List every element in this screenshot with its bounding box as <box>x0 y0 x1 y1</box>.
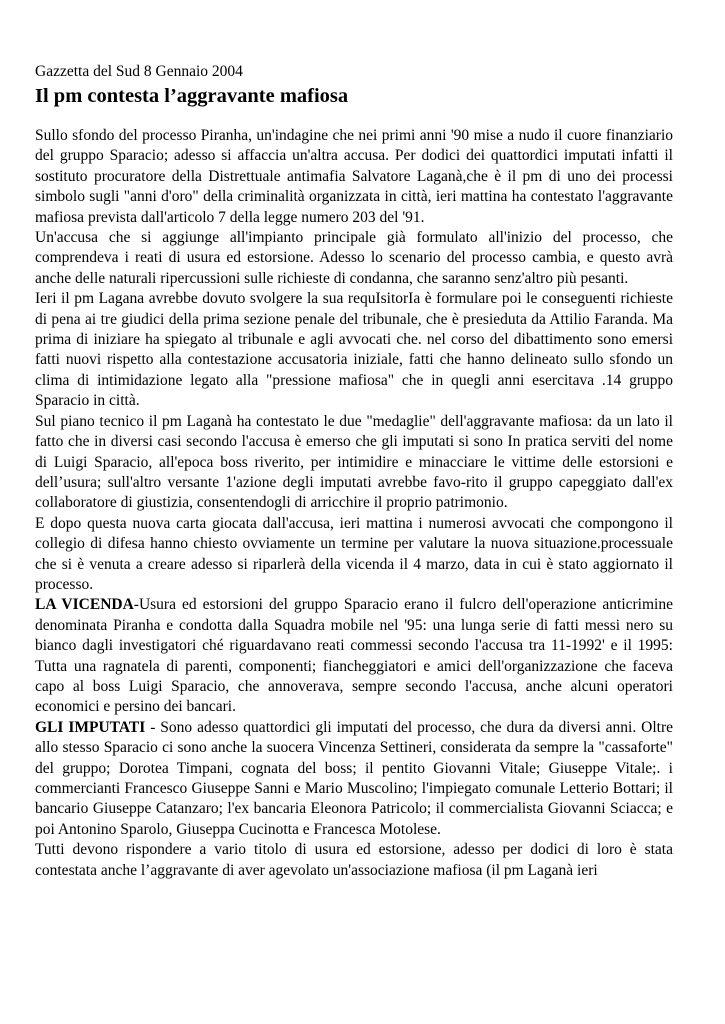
paragraph-text: E dopo questa nuova carta giocata dall'accusa, ieri mattina i numerosi avvocati che compongono il collegio di difesa hanno chiesto ovviamente un termine per valutare la nuova situazione.processuale che si è venuta a creare adesso si riparlerà della vicenda il 4 marzo, data in cui è stato aggiornato il processo. <box>35 514 673 593</box>
article-paragraph-4 <box>35 412 673 514</box>
article-body <box>35 126 673 879</box>
article-page <box>35 62 673 879</box>
paragraph-text: Sul piano tecnico il pm Laganà ha contestato le due "medaglie" dell'aggravante mafiosa: da un lato il fatto che in diversi casi secondo l'accusa è emerso che gli imputati si sono In pratica serviti del nome di Luigi Sparacio, all'epoca boss riverito, per intimidire e minacciare le vittime delle estorsioni e dell’usura; sull'altro versante 1'azione degli imputati avrebbe favo-rito il gruppo capeggiato dall'ex collaboratore di giustizia, consentendogli di arricchire il proprio patrimonio. <box>35 412 673 512</box>
article-paragraph-la-vicenda <box>35 595 673 717</box>
section-lead-gli-imputati: GLI IMPUTATI <box>35 718 146 736</box>
article-headline: Il pm contesta l’aggravante mafiosa <box>35 85 349 107</box>
article-paragraph-last <box>35 840 673 879</box>
article-paragraph-3 <box>35 289 673 411</box>
article-paragraph-gli-imputati <box>35 718 673 840</box>
paragraph-text: Tutti devono rispondere a vario titolo di usura ed estorsione, adesso per dodici di loro è stata contestata anche l’aggravante di aver agevolato un'associazione mafiosa (il pm Laganà ieri <box>35 841 673 879</box>
paragraph-text: -Usura ed estorsioni del gruppo Sparacio erano il fulcro dell'operazione anticrimine denominata Piranha e condotta dalla Squadra mobile nel '95: una lunga serie di fatti messi nero su bianco dagli investigatori ché riguardavano reati commessi secondo l'accusa tra 11-1992' e il 1995: Tutta una ragnatela di parenti, componenti; fiancheggiatori e amici dell'organizzazione che faceva capo al boss Luigi Sparacio, che annoverava, sempre secondo l'accusa, anche alcuni operatori economici e persino dei bancari. <box>35 596 673 716</box>
paragraph-text: Ieri il pm Lagana avrebbe dovuto svolgere la sua requIsitorIa è formulare poi le conseguenti richieste di pena ai tre giudici della prima sezione penale del tribunale, che è presieduta da Attilio Faranda. Ma prima di iniziare ha spiegato al tribunale e agli avvocati che. nel corso del dibattimento sono emersi fatti nuovi rispetto alla contestazione accusatoria iniziale, fatti che hanno delineato sullo sfondo un clima di intimidazione legato alla "pressione mafiosa" che in quegli anni esercitava .14 gruppo Sparacio in città. <box>35 290 673 410</box>
article-source: Gazzetta del Sud 8 Gennaio 2004 <box>35 63 243 80</box>
paragraph-text: - Sono adesso quattordici gli imputati del processo, che dura da diversi anni. Oltre allo stesso Sparacio ci sono anche la suocera Vincenza Settineri, considerata da sempre la "cassaforte" del gruppo; Dorotea Timpani, cognata del boss; il pentito Giovanni Vitale; Giuseppe Vitale;. i commercianti Francesco Giuseppe Sanni e Mario Muscolino; l'impiegato comunale Letterio Bottari; il bancario Giuseppe Catanzaro; l'ex bancaria Eleonora Patricolo; il commercialista Giovanni Sciacca; e poi Antonino Sparolo, Giuseppa Cucinotta e Francesca Motolese. <box>35 718 673 838</box>
paragraph-text: Un'accusa che si aggiunge all'impianto principale già formulato all'inizio del processo, che comprendeva i reati di usura ed estorsione. Adesso lo scenario del processo cambia, e questo avrà anche delle naturali ripercussioni sulle richieste di condanna, che saranno senz'altro più pesanti. <box>35 229 673 287</box>
article-paragraph-2 <box>35 228 673 289</box>
section-lead-la-vicenda: LA VICENDA <box>35 596 134 614</box>
article-paragraph-5 <box>35 514 673 596</box>
paragraph-text: Sullo sfondo del processo Piranha, un'indagine che nei primi anni '90 mise a nudo il cuore finanziario del gruppo Sparacio; adesso si affaccia un'altra accusa. Per dodici dei quattordici imputati infatti il sostituto procuratore della Distrettuale antimafia Salvatore Laganà,che è il pm di uno dei processi simbolo sugli "anni d'oro" della criminalità organizzata in città, ieri mattina ha contestato l'aggravante mafiosa prevista dall'articolo 7 della legge numero 203 del '91. <box>35 127 673 226</box>
article-paragraph-1 <box>35 126 673 228</box>
